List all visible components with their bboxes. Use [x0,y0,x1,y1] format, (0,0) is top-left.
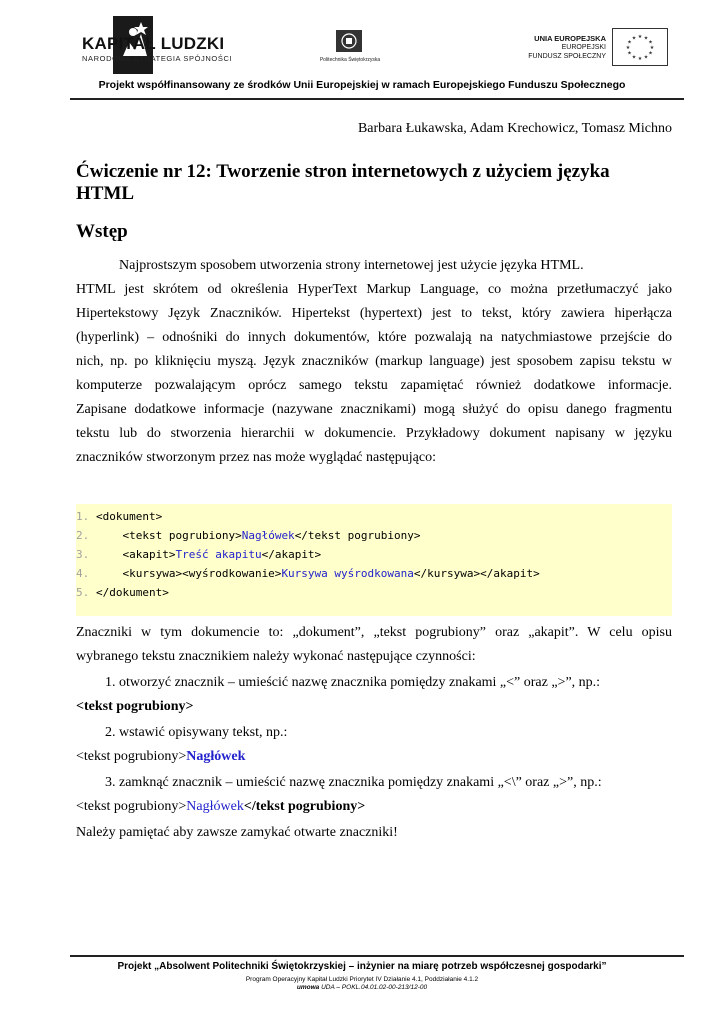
intro-line: tekstu lub do stworzenia hierarchii w dokumencie. Przykładowy dokument napisany w języku [76,426,672,441]
svg-text:★: ★ [627,39,632,46]
code-line [76,564,540,583]
example-tag: <tekst pogrubiony> [76,799,187,814]
svg-text:★: ★ [649,45,655,51]
svg-text:★: ★ [631,35,637,42]
svg-text:★: ★ [643,54,649,61]
code-text: Nagłówek [241,529,295,542]
explanation-line: wybranego tekstu znacznikiem należy wykonać następujące czynności: [76,649,476,664]
intro-line: Zapisane dodatkowe informacje (nazywane znacznikami) mogą służyć do opisu danego fragmentu [76,402,672,417]
code-listing [76,504,672,616]
step-3-example [76,795,672,819]
intro-line: Hipertekstowy Język Znaczników. Hipertekst (hypertext) jest to tekst, który zawiera hiperłącza [76,306,672,321]
kapital-ludzki-subtitle: NARODOWA STRATEGIA SPÓJNOŚCI [82,54,233,63]
code-tag: <tekst pogrubiony> [96,529,242,542]
code-tag: <kursywa><wyśrodkowanie> [96,567,282,580]
code-tag: </dokument> [96,586,169,599]
step-2: 2. wstawić opisywany tekst, np.: [105,725,288,740]
line-number: 2. [76,529,90,542]
example-text: Nagłówek [186,799,244,814]
explanation-line: Znaczniki w tym dokumencie to: „dokument”, „tekst pogrubiony” oraz „akapit”. W celu opisu [76,625,672,640]
footer-divider [70,955,684,957]
politechnika-logo [336,30,362,52]
code-line [76,583,169,602]
umowa-label: umowa [296,984,320,991]
authors: Barbara Łukawska, Adam Krechowicz, Tomasz Michno [357,121,672,136]
intro-line: HTML jest skrótem od określenia HyperText Markup Language, co można przetłumaczyć jako [76,282,672,297]
code-line [76,507,162,526]
ue-line2: EUROPEJSKI [561,44,606,51]
code-line [76,545,321,564]
ue-line1: UNIA EUROPEJSKA [534,34,606,43]
step-1-example: <tekst pogrubiony> [76,699,194,714]
intro-line: komputerze pozwalającym oprócz samego tekstu zapamiętać również dodatkowe informacje. [76,378,672,393]
example-text: Nagłówek [186,749,246,764]
eu-flag-icon [612,28,668,66]
svg-text:★: ★ [631,54,637,61]
svg-text:★: ★ [625,45,631,51]
section-heading: Wstęp [76,221,128,242]
code-tag: <dokument> [96,510,163,523]
code-tag: </tekst pogrubiony> [294,529,421,542]
example-close-tag: </tekst pogrubiony> [243,799,366,814]
line-number: 1. [76,510,90,523]
intro-line: nich, np. po kliknięciu myszą. Język znaczników (markup language) jest sposobem zapisu tekstu w [76,354,672,369]
footer-project: Projekt „Absolwent Politechniki Świętokrzyskiej – inżynier na miarę potrzeb współczesnej gospodarki” [117,961,607,972]
intro-line: (hyperlink) – odnośniki do innych dokumentów, które pozwalają na natychmiastowe przejście do [76,330,672,345]
code-tag: <akapit> [96,548,176,561]
line-number: 5. [76,586,90,599]
line-number: 3. [76,548,90,561]
header-divider [70,98,684,100]
closing-note: Należy pamiętać aby zawsze zamykać otwarte znaczniki! [76,825,398,840]
ue-label [528,34,606,61]
step-3: 3. zamknąć znacznik – umieścić nazwę znacznika pomiędzy znakami „<\” oraz „>”, np.: [105,775,602,790]
intro-line: znaczników stworzonym przez nas może wyglądać następująco: [76,450,436,465]
svg-text:★: ★ [648,39,653,46]
intro-line: Najprostszym sposobem utworzenia strony internetowej jest użycie języka HTML. [119,258,584,273]
svg-text:★: ★ [643,35,649,42]
code-line [76,526,421,545]
project-banner: Projekt współfinansowany ze środków Unii Europejskiej w ramach Europejskiego Funduszu Społecznego [98,79,626,91]
code-tag: </akapit> [261,548,322,561]
step-1: 1. otworzyć znacznik – umieścić nazwę znacznika pomiędzy znakami „<” oraz „>”, np.: [105,675,601,690]
politechnika-label: Politechnika Świętokrzyska [319,57,381,63]
code-tag: </kursywa></akapit> [413,567,540,580]
svg-text:★: ★ [627,50,632,57]
page-title: Ćwiczenie nr 12: Tworzenie stron internetowych z użyciem języka HTML [76,161,610,204]
footer-umowa [0,984,724,991]
svg-text:★: ★ [648,50,653,57]
example-tag: <tekst pogrubiony> [76,749,187,764]
svg-text:★: ★ [637,34,643,40]
code-text: Treść akapitu [175,548,262,561]
footer-program: Program Operacyjny Kapitał Ludzki Priorytet IV Działanie 4.1, Poddziałanie 4.1.2 [245,976,479,983]
kapital-ludzki-title: KAPITAŁ LUDZKI [82,34,225,53]
line-number: 4. [76,567,90,580]
ue-line3: FUNDUSZ SPOŁECZNY [528,53,606,60]
step-2-example [76,745,672,769]
intro-paragraph [76,254,672,470]
code-text: Kursywa wyśrodkowana [281,567,414,580]
umowa-number: UDA – POKL.04.01.02-00-213/12-00 [319,984,428,991]
svg-text:★: ★ [637,56,643,62]
